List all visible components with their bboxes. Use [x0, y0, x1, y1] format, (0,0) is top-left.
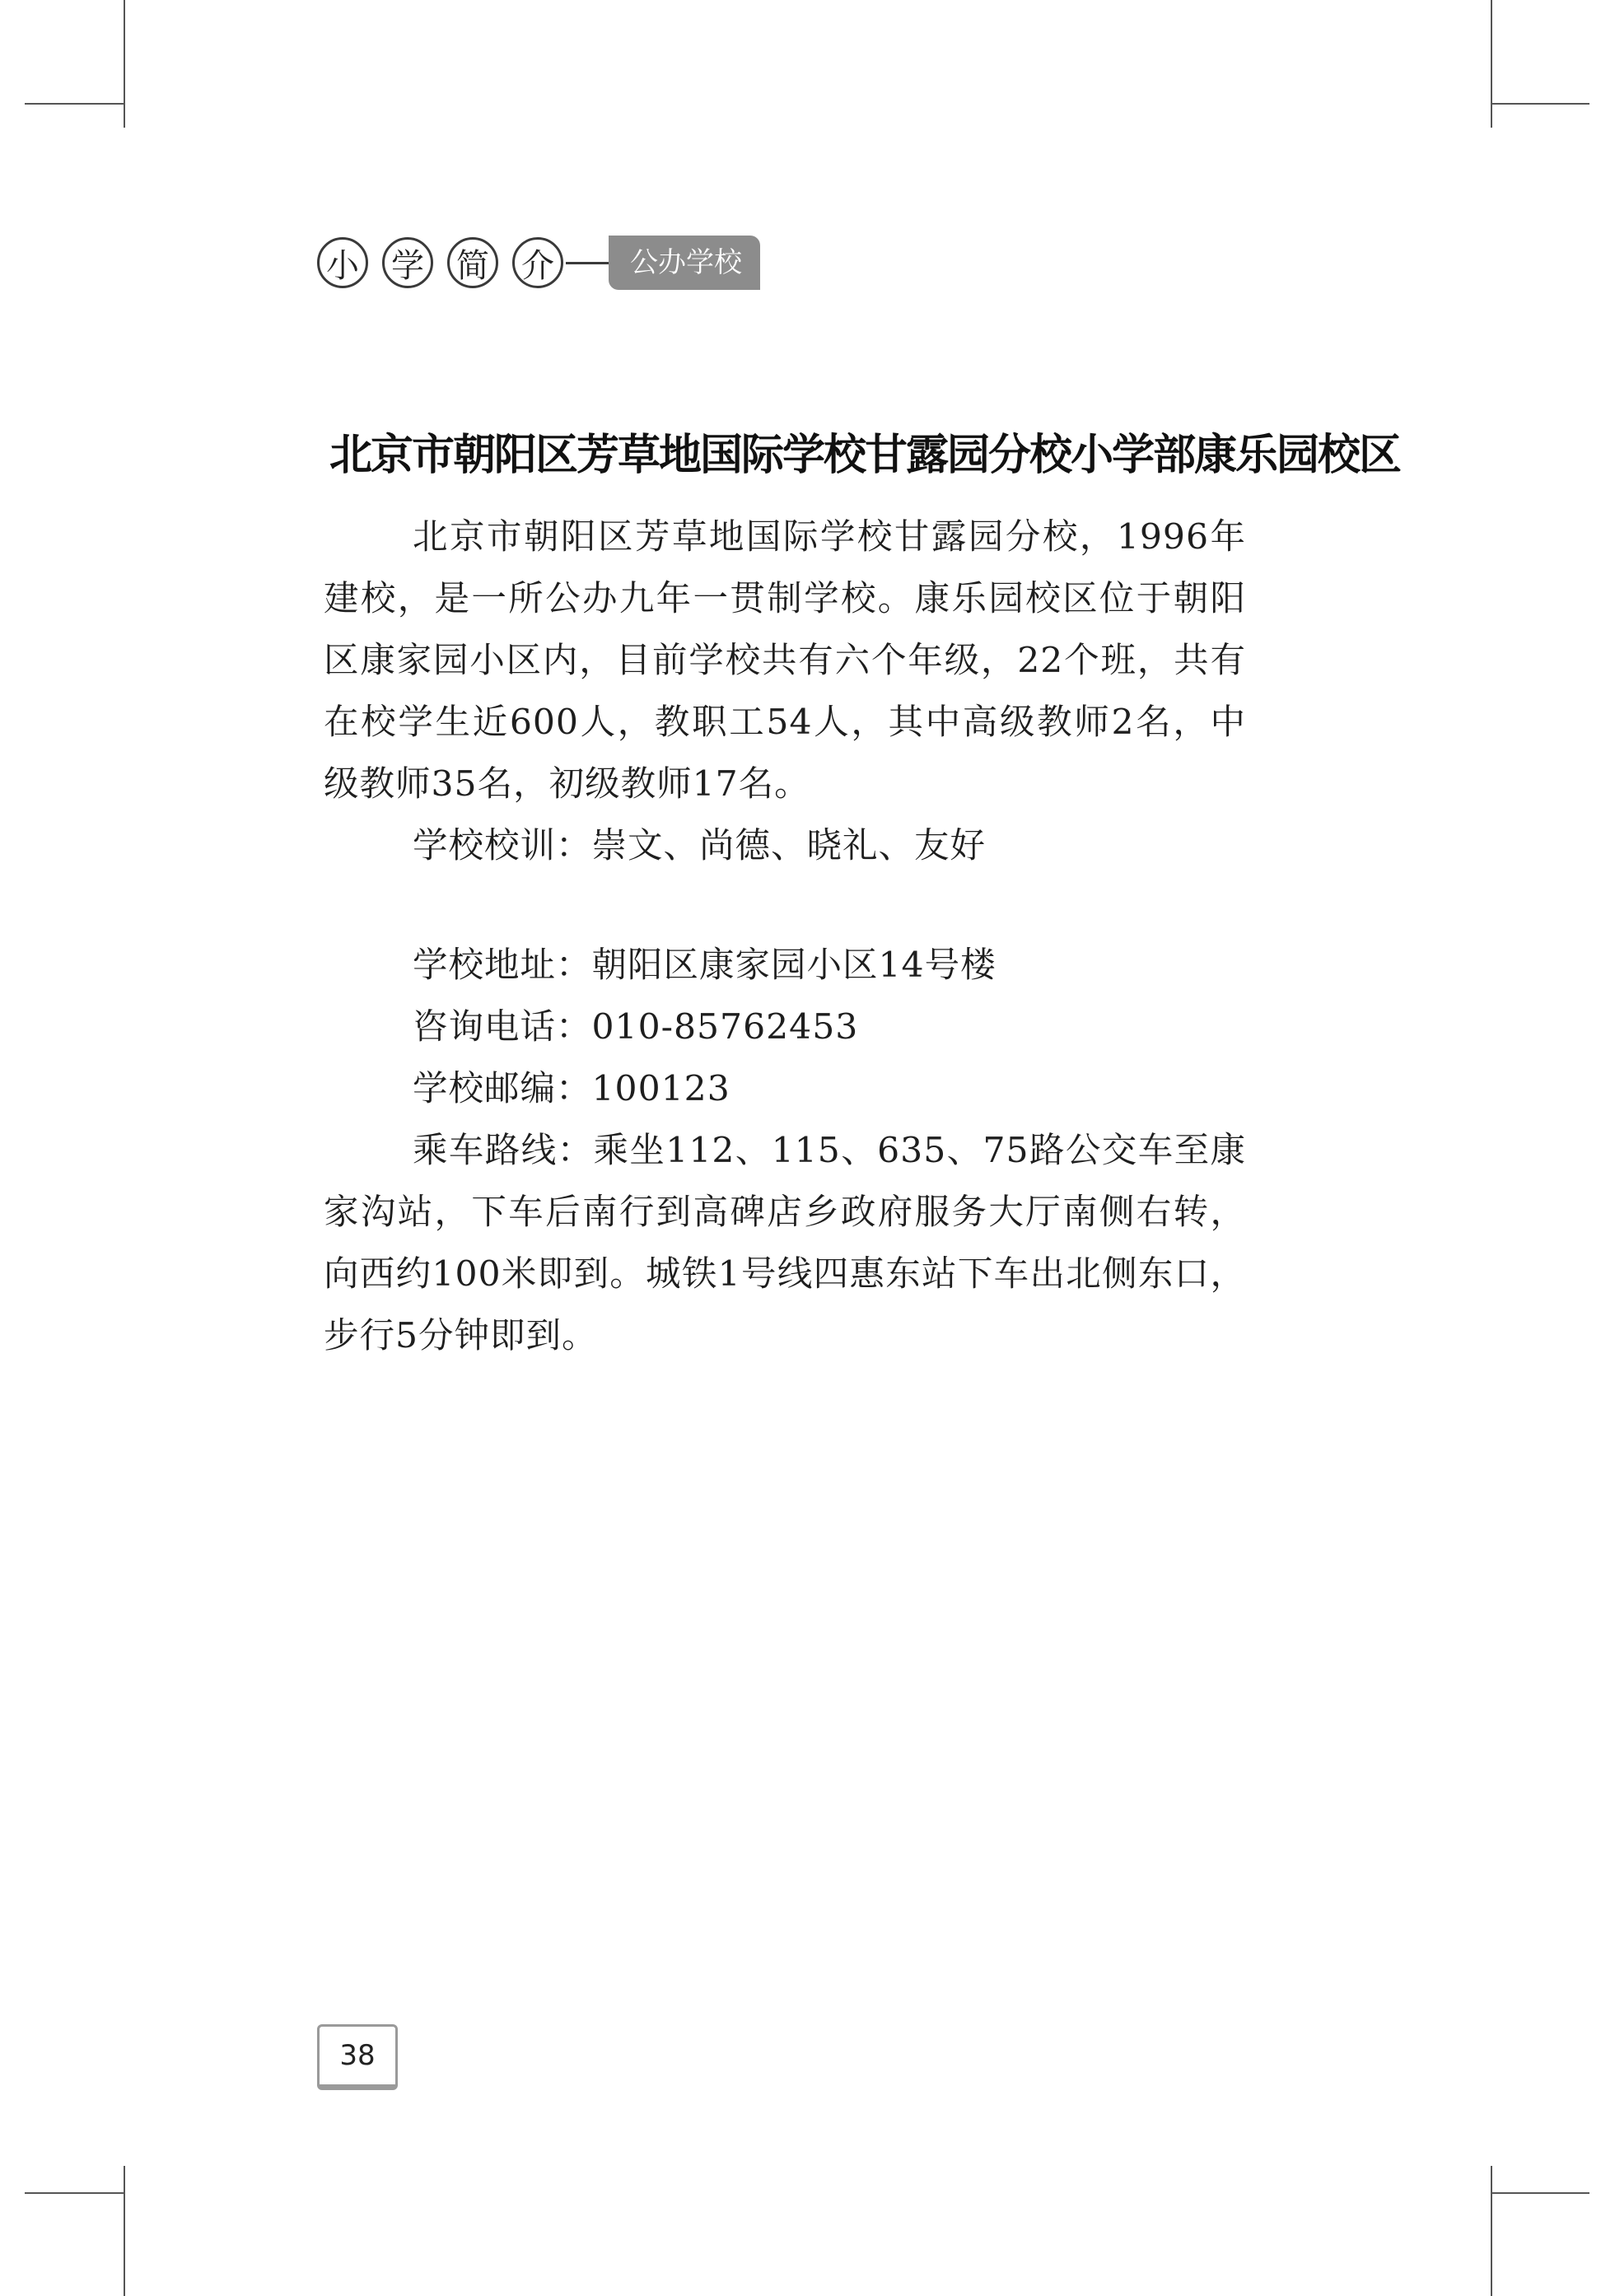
phone-line: 咨询电话：010-85762453 [413, 1007, 859, 1048]
paragraph-spacer [324, 877, 1246, 935]
postcode-line: 学校邮编：100123 [413, 1069, 730, 1109]
header-circle-char-2: 学 [382, 237, 433, 288]
section-header [317, 235, 760, 291]
header-circle-char-1: 小 [317, 237, 368, 288]
crop-mark-bottom-left-vertical [124, 2166, 125, 2296]
header-connector-line [566, 262, 609, 264]
motto-paragraph: 学校校训：崇文、尚德、晓礼、友好 [413, 826, 987, 866]
crop-mark-top-right-vertical [1491, 0, 1492, 128]
school-title: 北京市朝阳区芳草地国际学校甘露园分校小学部康乐园校区 [329, 431, 1401, 480]
crop-mark-top-right-horizontal [1491, 103, 1589, 105]
category-tag: 公办学校 [609, 236, 760, 290]
intro-paragraph: 北京市朝阳区芳草地国际学校甘露园分校，1996年建校，是一所公办九年一贯制学校。康乐园校区位于朝阳区康家园小区内，目前学校共有六个年级，22个班，共有在校学生近600人，教职工54人，其中高级教师2名，中级教师35名，初级教师17名。 [324, 517, 1246, 805]
address-line: 学校地址：朝阳区康家园小区14号楼 [413, 945, 997, 986]
crop-mark-bottom-right-horizontal [1491, 2192, 1589, 2194]
crop-mark-top-left-vertical [124, 0, 125, 128]
route-paragraph: 乘车路线：乘坐112、115、635、75路公交车至康家沟站，下车后南行到高碑店乡政府服务大厅南侧右转，向西约100米即到。城铁1号线四惠东站下车出北侧东口，步行5分钟即到。 [324, 1131, 1246, 1356]
crop-mark-bottom-right-vertical [1491, 2166, 1492, 2296]
page-number: 38 [317, 2024, 398, 2090]
header-circle-char-4: 介 [512, 237, 563, 288]
crop-mark-bottom-left-horizontal [25, 2192, 124, 2194]
crop-mark-top-left-horizontal [25, 103, 124, 105]
school-description [324, 506, 1246, 1367]
header-circle-char-3: 简 [447, 237, 498, 288]
